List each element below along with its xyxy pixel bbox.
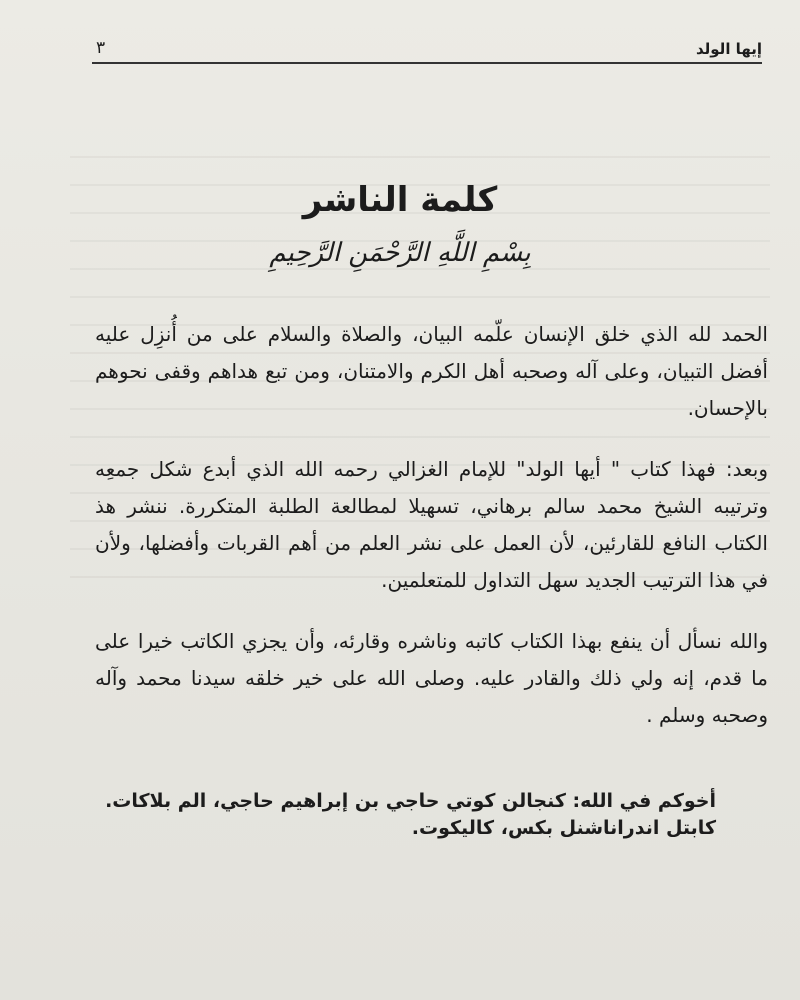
signature-line-2: كابتل اندراناشنل بكس، كاليكوت. xyxy=(411,817,716,839)
signature-line-1: أخوكم في الله: كنجالن كوتي حاجي بن إبراهيم حاجي، الم بلاكات. xyxy=(105,790,716,812)
running-header xyxy=(92,38,762,64)
paragraph-about-book: وبعد: فهذا كتاب " أيها الولد" للإمام الغزالي رحمه الله الذي أبدع شكل جمعِه وترتيبه الشيخ محمد سالم برهاني، تسهيلا لمطالعة الطلبة المتكررة. ننشر هذ الكتاب النافع للقارئين، لأن العمل على نشر العلم من أهم القربات وأفضلها، ولأن في هذا الترتيب الجديد سهل التداول للمتعلمين. xyxy=(95,457,768,592)
publisher-signature xyxy=(95,788,716,842)
paragraph-prayer: والله نسأل أن ينفع بهذا الكتاب كاتبه وناشره وقارئه، وأن يجزي الكاتب خيرا على ما قدم، إنه ولي ذلك والقادر عليه. وصلى الله على خير خلقه سيدنا محمد وآله وصحبه وسلم . xyxy=(95,629,768,727)
page-number: ٣ xyxy=(96,38,106,58)
body-text xyxy=(95,316,768,758)
page-title: كلمة الناشر xyxy=(302,180,498,220)
paragraph-praise: الحمد لله الذي خلق الإنسان علّمه البيان، والصلاة والسلام على من أُنزِل عليه أفضل التبيان، وعلى آله وصحبه أهل الكرم والامتنان، ومن تبع هداهم وقفى نحوهم بالإحسان. xyxy=(95,322,768,420)
basmala-calligraphy: بِسْمِ اللَّهِ الرَّحْمَنِ الرَّحِيمِ xyxy=(269,238,531,268)
running-title: إيها الولد xyxy=(695,40,762,58)
